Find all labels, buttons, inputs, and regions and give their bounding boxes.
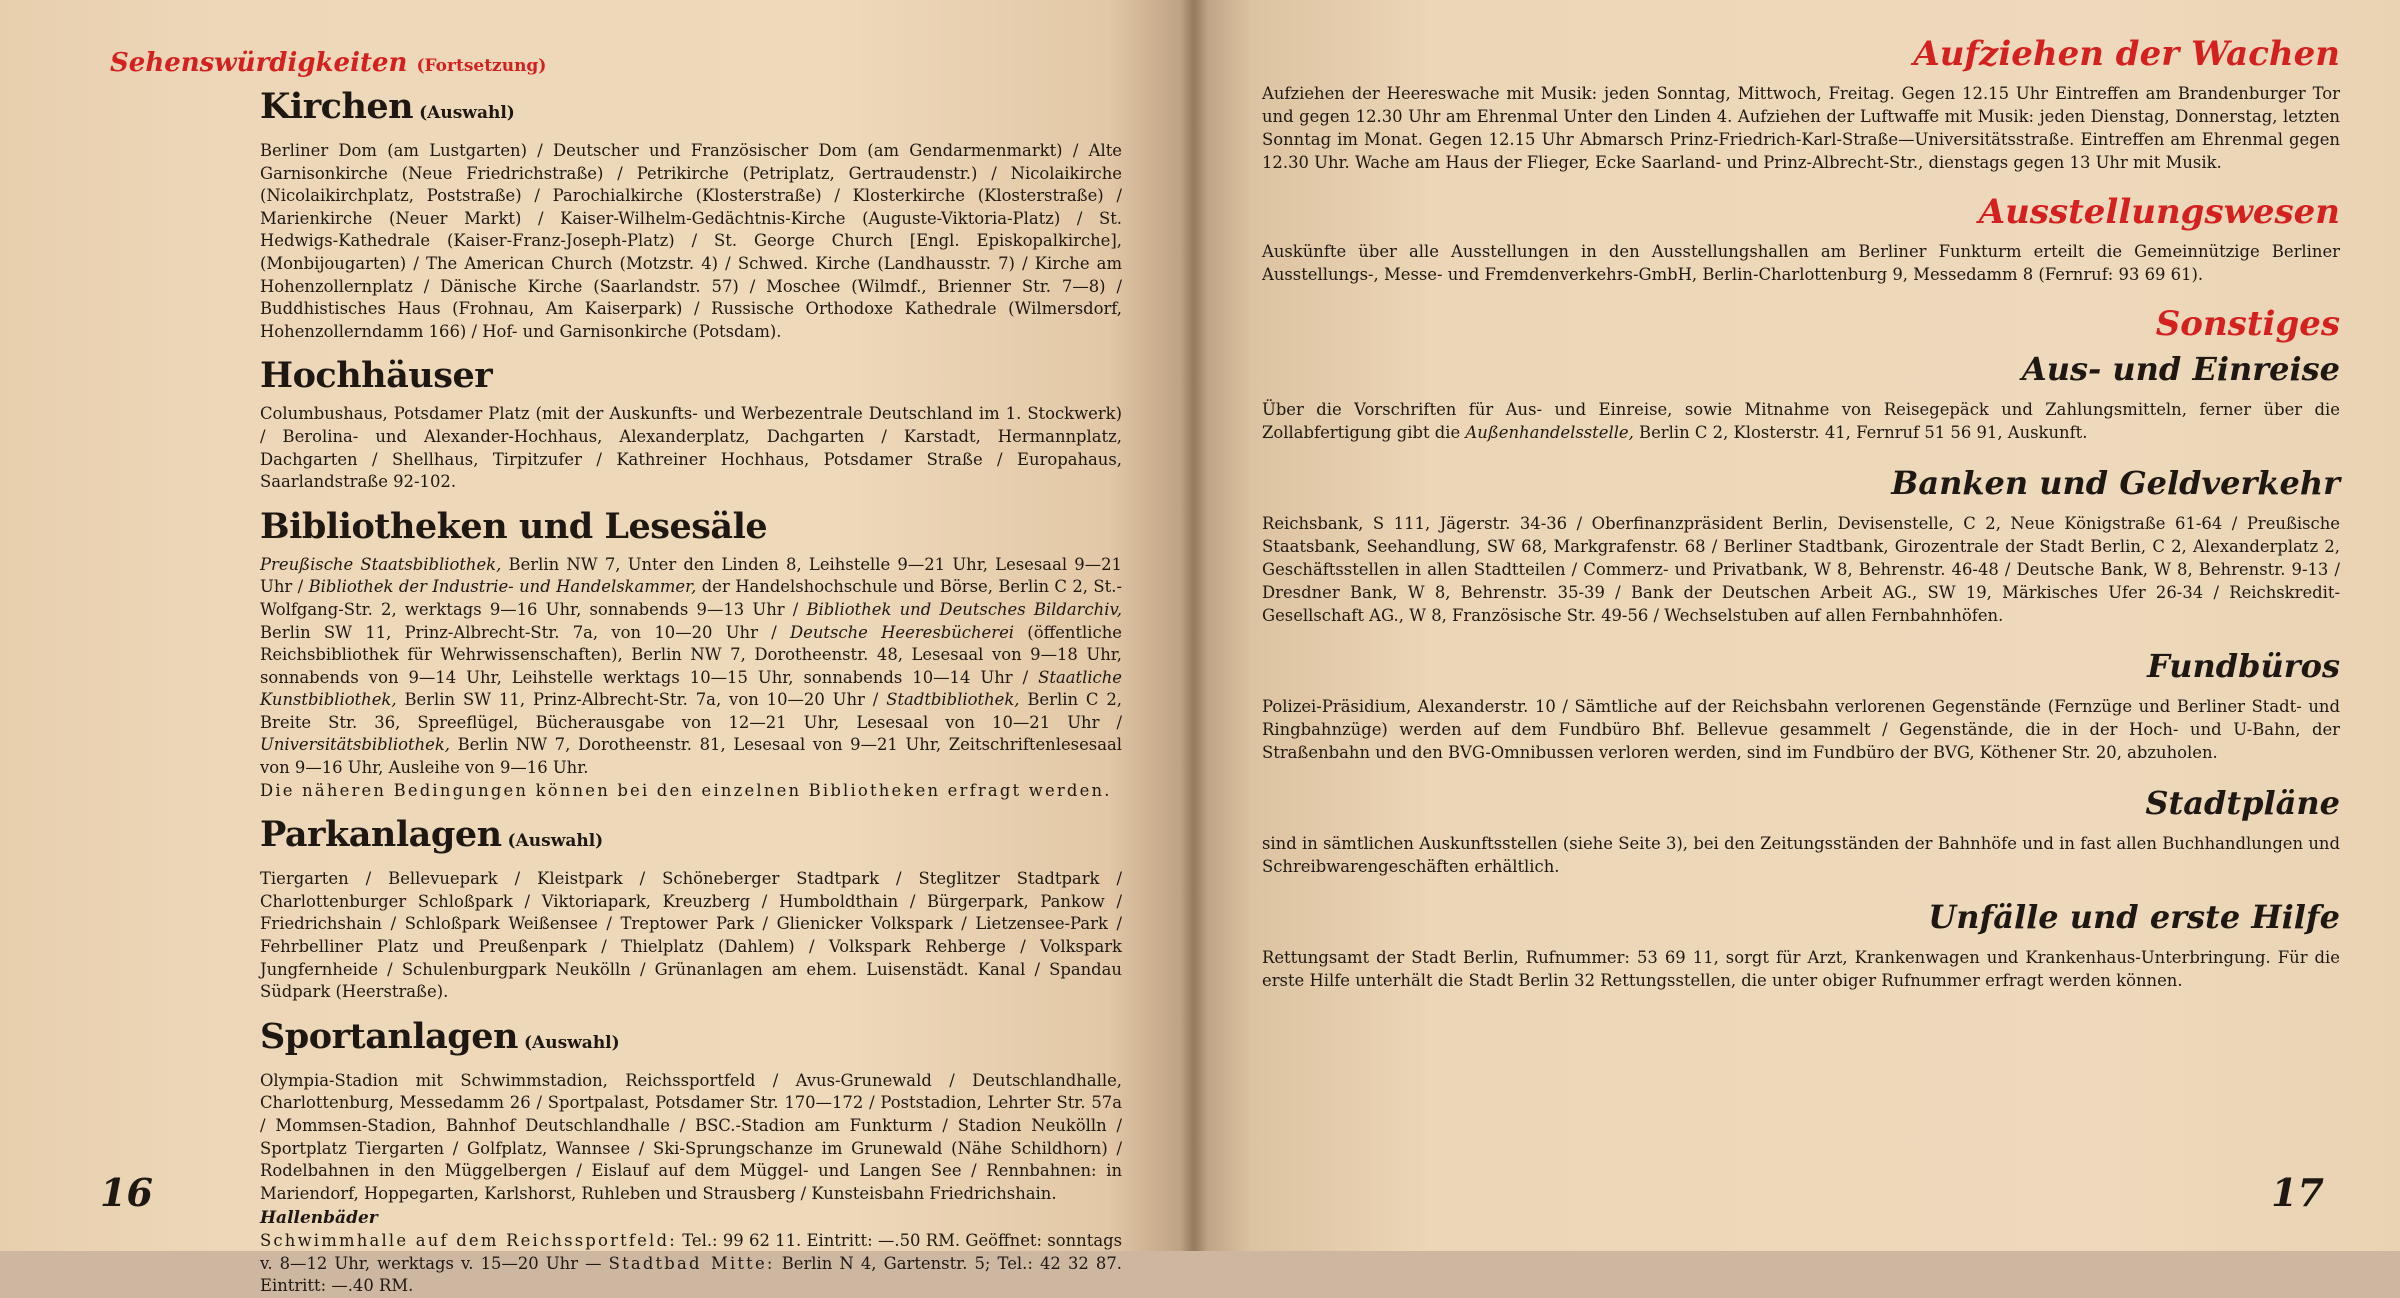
section-qualifier: (Auswahl) xyxy=(419,103,515,123)
section-body: Auskünfte über alle Ausstellungen in den Ausstellungshallen am Berliner Funkturm erteilt die Gemeinnützige Berliner Ausstellungs-, Messe- und Fremdenverkehrs-GmbH, Berlin-Charlottenburg 9, Messedamm 8 (Fernruf: 93 69 61). xyxy=(1262,242,2340,284)
running-head-note: (Fortsetzung) xyxy=(416,56,547,76)
section-title xyxy=(260,812,1122,864)
running-head xyxy=(110,48,1122,78)
subsection-body: sind in sämtlichen Auskunftsstellen (siehe Seite 3), bei den Zeitungsständen der Bahnhöfe und in fast allen Buchhandlungen und Schreibwarengeschäften erhältlich. xyxy=(1262,834,2340,876)
subsection-title: Fundbüros xyxy=(2147,647,2340,685)
library-name: Deutsche Heeresbücherei xyxy=(790,622,1015,642)
section-title-text: Kirchen xyxy=(260,86,414,127)
section-qualifier: (Auswahl) xyxy=(524,1032,620,1053)
section-body: Berliner Dom (am Lustgarten) / Deutscher und Französischer Dom (am Gendarmenmarkt) / Alte Garnisonkirche (Neue Friedrichstraße) / Petrikirche (Petriplatz, Gertraudenstr.) / Nicolaikirche (Nicolaikirchplatz, Poststraße) / Parochialkirche (Klosterstraße) / Klosterkirche (Klosterstraße) / Marienkirche (Neuer Markt) / Kaiser-Wilhelm-Gedächtnis-Kirche (Auguste-Viktoria-Platz) / St. Hedwigs-Kathedrale (Kaiser-Franz-Joseph-Platz) / St. George Church [Engl. Episkopalkirche], (Monbijougarten) / The American Church (Motzstr. 4) / Schwed. Kirche (Landhausstr. 7) / Kirche am Hohenzollernplatz / Dänische Kirche (Saarlandstr. 57) / Moschee (Wilmdf., Brienner Str. 7—8) / Buddhistisches Haus (Frohnau, Am Kaiserpark) / Russische Orthodoxe Kathedrale (Wilmersdorf, Hohenzollerndamm 166) / Hof- und Garnisonkirche (Potsdam). xyxy=(260,141,1122,341)
subsection-stadtplaene xyxy=(1262,780,2340,878)
pool-details: Berlin N 4, Gartenstr. 5; Tel.: 42 32 87. Eintritt: —.40 RM. xyxy=(260,1253,1122,1296)
left-page xyxy=(0,0,1192,1296)
section-body: Aufziehen der Heereswache mit Musik: jeden Sonntag, Mittwoch, Freitag. Gegen 12.15 Uhr Eintreffen am Brandenburger Tor und gegen 12.30 Uhr am Ehrenmal Unter den Linden 4. Aufziehen der Luftwaffe mit Musik: jeden Dienstag, Donnerstag, letzten Sonntag im Monat. Gegen 12.15 Uhr Abmarsch Prinz-Friedrich-Karl-Straße—Universitätsstraße. Eintreffen am Ehrenmal gegen 12.30 Uhr. Wache am Haus der Flieger, Ecke Saarland- und Prinz-Albrecht-Str., dienstags gegen 13 Uhr mit Musik. xyxy=(1262,84,2340,172)
section-title: Ausstellungswesen xyxy=(1978,192,2340,232)
library-name: Bibliothek der Industrie- und Handelskammer, xyxy=(308,577,697,597)
subsection-body: Reichsbank, S 111, Jägerstr. 34-36 / Oberfinanzpräsident Berlin, Devisenstelle, C 2, Neue Königstraße 61-64 / Preußische Staatsbank, Seehandlung, SW 68, Markgrafenstr. 68 / Berliner Stadtbank, Girozentrale der Stadt Berlin, C 2, Alexanderplatz 2, Geschäftsstellen in allen Stadtteilen / Commerz- und Privatbank, W 8, Behrenstr. 46-48 / Deutsche Bank, W 8, Behrenstr. 9-13 / Dresdner Bank, W 8, Behrenstr. 35-39 / Bank der Deutschen Arbeit AG., SW 19, Märkisches Ufer 26-34 / Reichskredit-Gesellschaft AG., W 8, Französische Str. 49-56 / Wechselstuben auf allen Fernbahnhöfen. xyxy=(1262,514,2340,625)
subsection-unfaelle xyxy=(1262,894,2340,992)
section-title-text: Hochhäuser xyxy=(260,355,493,397)
section-title xyxy=(260,1014,1122,1066)
sport-list: Olympia-Stadion mit Schwimmstadion, Reichssportfeld / Avus-Grunewald / Deutschlandhalle, Charlottenburg, Messedamm 26 / Sportpalast, Potsdamer Str. 170—172 / Poststadion, Lehrter Str. 57a / Mommsen-Stadion, Bahnhof Deutschlandhalle / BSC.-Stadion am Funkturm / Stadion Neukölln / Sportplatz Tiergarten / Golfplatz, Wannsee / Ski-Sprungschanze im Grunewald (Nähe Schildhorn) / Rodelbahnen in den Müggelbergen / Eislauf auf dem Müggel- und Langen See / Rennbahnen: in Mariendorf, Hoppegarten, Karlshorst, Ruhleben und Strausberg / Kunsteisbahn Friedrichshain. xyxy=(260,1070,1122,1203)
section-qualifier: (Auswahl) xyxy=(507,831,604,852)
pool-details: Tel.: 99 62 11. Eintritt: —.50 RM. Geöffnet: sonntags v. 8—12 Uhr, werktags v. 15—20 Uhr — xyxy=(260,1230,1122,1273)
section-wachen xyxy=(1262,32,2340,174)
section-body: Columbushaus, Potsdamer Platz (mit der Auskunfts- und Werbezentrale Deutschland im 1. Stockwerk) / Berolina- und Alexander-Hochhaus, Alexanderplatz, Dachgarten / Karstadt, Hermannplatz, Dachgarten / Shellhaus, Tirpitzufer / Kathreiner Hochhaus, Potsdamer Straße / Europahaus, Saarlandstraße 92-102. xyxy=(260,404,1122,492)
pool-name: Stadtbad Mitte: xyxy=(608,1253,775,1273)
subsection-title: Banken und Geldverkehr xyxy=(1891,464,2340,502)
section-title: Aufziehen der Wachen xyxy=(1913,34,2340,74)
library-name: Bibliothek und Deutsches Bildarchiv, xyxy=(806,599,1122,619)
subsection-body: Rettungsamt der Stadt Berlin, Rufnummer: 53 69 11, sorgt für Arzt, Krankenwagen und Krankenhaus-Unterbringung. Für die erste Hilfe unterhält die Stadt Berlin 32 Rettungsstellen, die unter obiger Rufnummer erfragt werden können. xyxy=(1262,948,2340,990)
body-text: Über die Vorschriften für Aus- und Einreise, sowie Mitnahme von Reisegepäck und Zahlungsmitteln, ferner über die Zollabfertigung gibt die xyxy=(1262,400,2340,442)
subsection-einreise xyxy=(1262,346,2340,444)
subsection-body xyxy=(1262,398,2340,444)
body-emphasis: Außenhandelsstelle, xyxy=(1465,423,1634,442)
hallenbaeder-heading: Hallenbäder xyxy=(260,1208,378,1229)
section-hochhaeuser xyxy=(104,353,1122,493)
book-gutter xyxy=(1180,0,1208,1251)
library-name: Staatliche Kunstbibliothek, xyxy=(260,667,1122,710)
library-details: Berlin C 2, Breite Str. 36, Spreeflügel, Bücherausgabe von 12—21 Uhr, Lesesaal von 10—21 Uhr / xyxy=(260,690,1123,732)
subsection-title: Unfälle und erste Hilfe xyxy=(1928,898,2340,936)
section-kirchen xyxy=(104,84,1122,343)
library-note: Die näheren Bedingungen können bei den einzelnen Bibliotheken erfragt werden. xyxy=(260,780,1112,800)
section-body xyxy=(260,554,1122,803)
library-details: der Handelshochschule und Börse, Berlin C 2, St.-Wolfgang-Str. 2, werktags 9—16 Uhr, sonnabends 9—13 Uhr / xyxy=(260,577,1122,619)
section-body xyxy=(260,1070,1122,1298)
section-parkanlagen xyxy=(104,812,1122,1004)
page-number: 16 xyxy=(100,1170,153,1215)
section-sportanlagen xyxy=(104,1014,1122,1298)
running-head-title: Sehenswürdigkeiten xyxy=(110,48,408,78)
body-text: Berlin C 2, Klosterstr. 41, Fernruf 51 56 91, Auskunft. xyxy=(1633,423,2088,442)
hallenbaeder-text xyxy=(260,1230,1122,1298)
library-details: Berlin SW 11, Prinz-Albrecht-Str. 7a, von 10—20 Uhr / xyxy=(396,690,887,710)
section-title-text: Sportanlagen xyxy=(260,1015,518,1057)
section-bibliotheken xyxy=(104,504,1122,803)
subsection-title: Aus- und Einreise xyxy=(2021,350,2340,388)
library-details: Berlin NW 7, Unter den Linden 8, Leihstelle 9—21 Uhr, Lesesaal 9—21 Uhr / xyxy=(260,554,1122,597)
subsection-title: Stadtpläne xyxy=(2145,784,2340,822)
sonstiges-title: Sonstiges xyxy=(2155,304,2340,344)
subsection-banken xyxy=(1262,460,2340,627)
library-details: Berlin NW 7, Dorotheenstr. 81, Lesesaal von 9—21 Uhr, Zeitschriftenlesesaal von 9—16 Uhr, Ausleihe von 9—16 Uhr. xyxy=(260,735,1122,778)
section-title-text: Parkanlagen xyxy=(260,814,502,856)
section-title xyxy=(260,84,1122,136)
section-title xyxy=(260,353,1122,399)
section-body: Tiergarten / Bellevuepark / Kleistpark / Schöneberger Stadtpark / Steglitzer Stadtpark / Charlottenburger Schloßpark / Viktoriapark, Kreuzberg / Humboldthain / Bürgerpark, Pankow / Friedrichshain / Schloßpark Weißensee / Treptower Park / Glienicker Volkspark / Lietzensee-Park / Fehrbelliner Platz und Preußenpark / Thielplatz (Dahlem) / Volkspark Rehberge / Volkspark Jungfernheide / Schulenburgpark Neukölln / Grünanlagen am ehem. Luisenstädt. Kanal / Spandau Südpark (Heerstraße). xyxy=(260,869,1122,1002)
library-details: Berlin SW 11, Prinz-Albrecht-Str. 7a, von 10—20 Uhr / xyxy=(260,622,791,642)
subsection-body: Polizei-Präsidium, Alexanderstr. 10 / Sämtliche auf der Reichsbahn verlorenen Gegenstände (Fernzüge und Berliner Stadt- und Ringbahnzüge) werden auf dem Fundbüro Bhf. Bellevue gesammelt / Gegenstände, die in der Hoch- und U-Bahn, der Straßenbahn und den BVG-Omnibussen verloren werden, sind im Fundbüro der BVG, Köthener Str. 20, abzuholen. xyxy=(1262,697,2340,762)
library-name: Preußische Staatsbibliothek, xyxy=(260,554,502,574)
page-number: 17 xyxy=(2271,1170,2324,1215)
library-name: Stadtbibliothek, xyxy=(886,690,1020,710)
library-details: (öffentliche Reichsbibliothek für Wehrwissenschaften), Berlin NW 7, Dorotheenstr. 48, Lesesaal von 9—18 Uhr, sonnabends von 9—14 Uhr, Leihstelle werktags 10—15 Uhr, sonnabends 10—14 Uhr / xyxy=(260,622,1122,687)
section-title: Bibliotheken und Lesesäle xyxy=(260,505,768,547)
section-ausstellungswesen xyxy=(1262,190,2340,286)
subsection-fundbueros xyxy=(1262,643,2340,764)
right-page xyxy=(1192,0,2400,1251)
library-name: Universitätsbibliothek, xyxy=(260,735,450,755)
pool-name: Schwimmhalle auf dem Reichssportfeld: xyxy=(260,1230,677,1250)
